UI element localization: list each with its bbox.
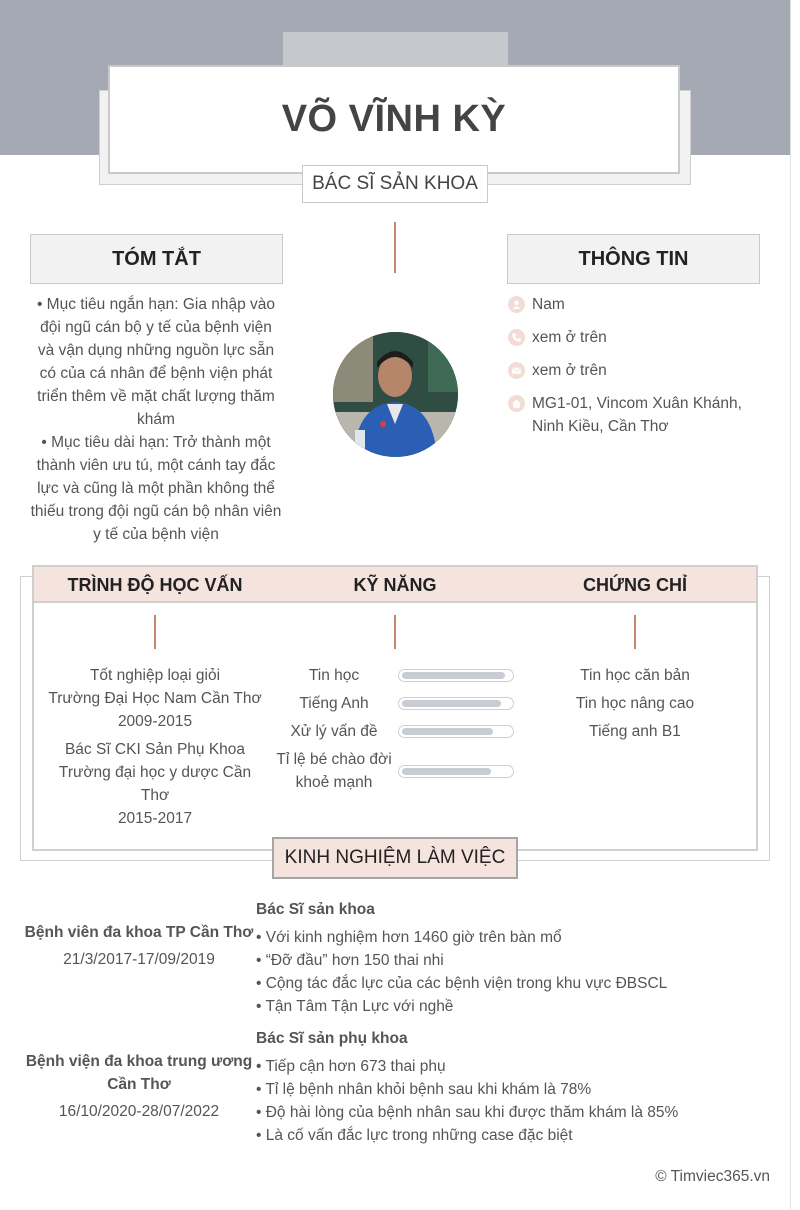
user-icon <box>508 296 525 313</box>
job-point: • Tỉ lệ bệnh nhân khỏi bệnh sau khi khám là 78% <box>256 1081 592 1098</box>
summary-long-term: • Mục tiêu dài hạn: Trở thành một thành viên ưu tú, một cánh tay đắc lực và cũng là một phần không thể thiếu trong đội ngũ cán bộ nhân viên y tế của bệnh viện <box>30 434 282 543</box>
info-phone-value: xem ở trên <box>532 329 607 346</box>
job-details <box>256 1027 766 1147</box>
header-tab-decoration <box>283 32 508 66</box>
skill-level-fill <box>402 700 501 707</box>
info-email-value: xem ở trên <box>532 362 607 379</box>
info-address <box>508 392 768 438</box>
education-school: Trường Đại Học Nam Cần Thơ <box>48 690 262 707</box>
summary-text <box>30 293 282 546</box>
job-role: Bác Sĩ sản phụ khoa <box>256 1030 408 1047</box>
name-box <box>108 65 680 174</box>
certificates-accent-line <box>634 615 636 649</box>
skill-row <box>272 692 522 715</box>
candidate-name: VÕ VĨNH KỲ <box>281 98 507 140</box>
skill-level-fill <box>402 672 505 679</box>
skills-accent-line <box>394 615 396 649</box>
home-icon <box>508 395 525 412</box>
education-years: 2015-2017 <box>117 810 193 827</box>
job-point: • “Đỡ đầu” hơn 150 thai nhi <box>256 952 444 969</box>
job-title-box: BÁC SĨ SẢN KHOA <box>302 165 488 203</box>
job-employer <box>24 921 254 971</box>
job-point: • Với kinh nghiệm hơn 1460 giờ trên bàn mổ <box>256 929 562 946</box>
skill-level-bar <box>398 669 514 682</box>
education-years: 2009-2015 <box>117 713 193 730</box>
info-gender-value: Nam <box>532 296 565 313</box>
job-employer <box>24 1050 254 1123</box>
certificate-item: Tin học nâng cao <box>575 695 695 712</box>
skills-list <box>272 664 522 799</box>
skill-row <box>272 748 522 794</box>
skill-level-fill <box>402 728 493 735</box>
job-org: Bệnh viên đa khoa TP Cần Thơ <box>24 924 254 941</box>
info-heading: THÔNG TIN <box>507 234 760 284</box>
footer-copyright[interactable]: © Timviec365.vn <box>655 1168 770 1185</box>
job-details <box>256 898 766 1018</box>
info-phone <box>508 326 768 349</box>
info-email <box>508 359 768 382</box>
certificates-heading: CHỨNG CHỈ <box>583 574 687 595</box>
education-accent-line <box>154 615 156 649</box>
skill-name: Tin học <box>308 667 360 684</box>
info-gender <box>508 293 768 316</box>
skills-heading: KỸ NĂNG <box>353 574 437 595</box>
skill-row <box>272 664 522 687</box>
skill-level-bar <box>398 725 514 738</box>
education-degree: Tốt nghiệp loại giỏi <box>89 667 221 684</box>
education-item <box>44 738 266 830</box>
education-school: Trường đại học y dược Cần Thơ <box>58 764 252 804</box>
job-point: • Tiếp cận hơn 673 thai phụ <box>256 1058 446 1075</box>
experience-heading: KINH NGHIỆM LÀM VIỆC <box>272 837 518 879</box>
skill-name: Xử lý vấn đề <box>290 723 378 740</box>
center-accent-line <box>394 222 396 273</box>
job-point: • Độ hài lòng của bệnh nhân sau khi được thăm khám là 85% <box>256 1104 679 1121</box>
avatar-photo <box>333 332 458 457</box>
summary-heading: TÓM TẮT <box>30 234 283 284</box>
phone-icon <box>508 329 525 346</box>
mail-icon <box>508 362 525 379</box>
education-degree: Bác Sĩ CKI Sản Phụ Khoa <box>64 741 246 758</box>
info-address-value: MG1-01, Vincom Xuân Khánh, Ninh Kiều, Cần Thơ <box>532 395 742 435</box>
job-point: • Cộng tác đắc lực của các bệnh viện trong khu vực ĐBSCL <box>256 975 668 992</box>
job-role: Bác Sĩ sản khoa <box>256 901 375 918</box>
skill-level-bar <box>398 765 514 778</box>
skill-level-fill <box>402 768 491 775</box>
summary-short-term: • Mục tiêu ngắn hạn: Gia nhập vào đội ngũ cán bộ y tế của bệnh viện và vận dụng những nguồn lực sẵn có của cá nhân để bệnh viện phát triển thêm về mặt chất lượng thăm khám <box>36 296 276 428</box>
skill-level-bar <box>398 697 514 710</box>
avatar <box>333 332 458 457</box>
education-item <box>44 664 266 733</box>
certificates-list <box>540 664 730 748</box>
info-list <box>508 293 768 448</box>
skill-name: Tiếng Anh <box>299 695 369 712</box>
job-point: • Là cố vấn đắc lực trong những case đặc biệt <box>256 1127 573 1144</box>
skill-row <box>272 720 522 743</box>
job-org: Bệnh viện đa khoa trung ương Cần Thơ <box>25 1053 253 1093</box>
page-right-edge <box>790 0 791 1210</box>
job-point: • Tận Tâm Tận Lực với nghề <box>256 998 454 1015</box>
education-heading: TRÌNH ĐỘ HỌC VẤN <box>67 574 243 595</box>
education-list <box>44 664 266 835</box>
certificate-item: Tin học căn bản <box>580 667 690 684</box>
job-period: 16/10/2020-28/07/2022 <box>58 1103 220 1120</box>
skill-name: Tỉ lệ bé chào đời khoẻ mạnh <box>276 751 392 791</box>
job-period: 21/3/2017-17/09/2019 <box>63 951 215 968</box>
certificate-item: Tiếng anh B1 <box>589 723 681 740</box>
